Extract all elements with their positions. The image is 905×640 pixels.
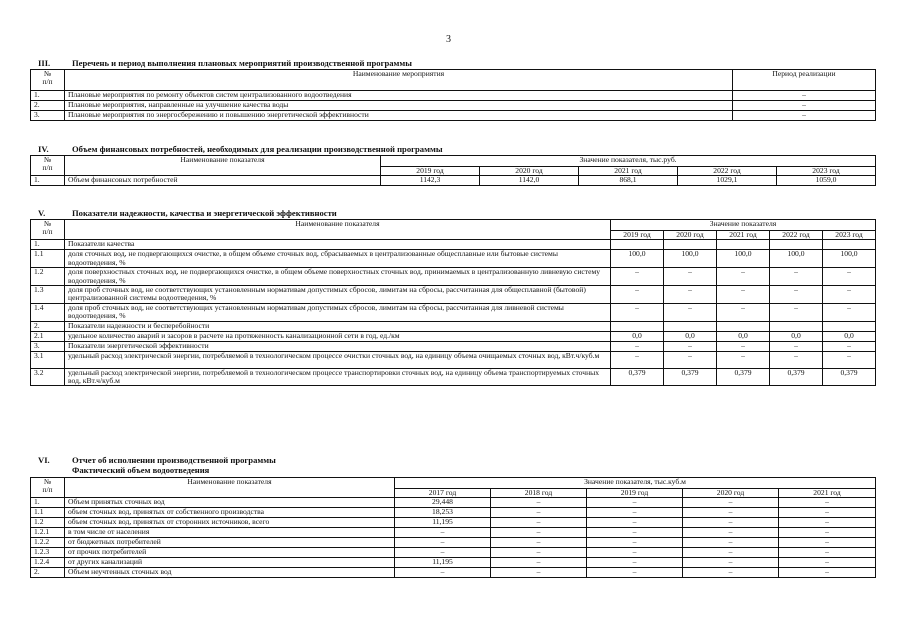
section-5-number: V. [38, 208, 46, 218]
table-row [31, 558, 876, 568]
row-value: – [779, 538, 876, 548]
row-value: – [683, 518, 779, 528]
section-4-heading: Объем финансовых потребностей, необходимых для реализации производственной программы [72, 144, 443, 154]
row-value: – [395, 528, 491, 538]
header-name: Наименование показателя [65, 478, 395, 498]
row-name: объем сточных вод, принятых от собственного производства [65, 508, 395, 518]
row-value [664, 321, 717, 331]
row-value: – [779, 558, 876, 568]
table-row [31, 538, 876, 548]
row-value: – [683, 568, 779, 578]
row-value: – [491, 508, 587, 518]
header-year: 2019 год [587, 489, 683, 498]
row-name: в том числе от населения [65, 528, 395, 538]
row-value: – [683, 528, 779, 538]
row-value: – [395, 548, 491, 558]
row-value: – [683, 508, 779, 518]
header-number: № п/п [31, 220, 65, 240]
row-number: 3.2 [31, 368, 65, 386]
row-value: 0,379 [823, 368, 876, 386]
row-number: 1. [31, 498, 65, 508]
header-year: 2017 год [395, 489, 491, 498]
row-value: – [717, 286, 770, 304]
section-6-subtitle: Фактический объем водоотведения [72, 465, 210, 475]
row-value: – [779, 518, 876, 528]
row-name: от других канализаций [65, 558, 395, 568]
table-row [31, 351, 876, 368]
header-name: Наименование показателя [65, 156, 381, 176]
row-value: – [491, 568, 587, 578]
row-value: – [611, 351, 664, 368]
row-value: 11,195 [395, 558, 491, 568]
row-value: – [770, 268, 823, 286]
header-year: 2019 год [381, 167, 480, 176]
row-value: – [491, 518, 587, 528]
row-value [611, 321, 664, 331]
row-value [611, 240, 664, 250]
table-row [31, 568, 876, 578]
row-value: – [717, 303, 770, 321]
table-row [31, 518, 876, 528]
row-value: – [611, 341, 664, 351]
row-name: Плановые мероприятия по ремонту объектов систем централизованного водоотведения [65, 91, 733, 101]
row-value: 868,1 [579, 176, 678, 186]
header-year: 2021 год [579, 167, 678, 176]
row-value [770, 240, 823, 250]
table-header [31, 156, 876, 167]
row-value: – [683, 538, 779, 548]
row-number: 1.4 [31, 303, 65, 321]
row-value: – [664, 351, 717, 368]
section-5-title [38, 208, 337, 218]
table-row [31, 498, 876, 508]
row-value: 0,379 [717, 368, 770, 386]
row-value: 100,0 [823, 250, 876, 268]
table-row [31, 321, 876, 331]
row-name: Показатели энергетической эффективности [65, 341, 611, 351]
header-year: 2018 год [491, 489, 587, 498]
section-3-table [30, 69, 876, 121]
row-value [664, 240, 717, 250]
row-value [717, 321, 770, 331]
header-year: 2022 год [770, 231, 823, 240]
header-value: Значение показателя, тыс.руб. [381, 156, 876, 167]
row-value: – [587, 508, 683, 518]
section-3-number: III. [38, 58, 51, 68]
table-row [31, 331, 876, 341]
row-value: – [491, 498, 587, 508]
header-period: Период реализации [733, 70, 876, 91]
section-6-heading: Отчет об исполнении производственной программы [72, 455, 276, 465]
row-number: 1.2.1 [31, 528, 65, 538]
row-value: – [611, 303, 664, 321]
table-header [31, 220, 876, 231]
row-number: 3. [31, 341, 65, 351]
row-value: – [779, 568, 876, 578]
table-header [31, 70, 876, 91]
row-value: 100,0 [664, 250, 717, 268]
section-3-heading: Перечень и период выполнения плановых мероприятий производственной программы [72, 58, 412, 68]
row-number: 1.2 [31, 268, 65, 286]
row-name: Объем принятых сточных вод [65, 498, 395, 508]
table-row [31, 548, 876, 558]
row-value: – [395, 538, 491, 548]
row-name: Объем финансовых потребностей [65, 176, 381, 186]
row-number: 3. [31, 111, 65, 121]
table-row [31, 528, 876, 538]
row-value: 1029,1 [678, 176, 777, 186]
row-value: – [491, 548, 587, 558]
row-number: 3.1 [31, 351, 65, 368]
row-value: – [779, 498, 876, 508]
row-value: 1142,3 [381, 176, 480, 186]
table-row [31, 286, 876, 304]
row-number: 1.2.2 [31, 538, 65, 548]
section-4-title [38, 144, 443, 154]
row-value: 100,0 [717, 250, 770, 268]
row-value: – [664, 268, 717, 286]
header-year: 2023 год [777, 167, 876, 176]
row-number: 1.2 [31, 518, 65, 528]
section-4-number: IV. [38, 144, 49, 154]
row-value: – [717, 341, 770, 351]
row-period: – [733, 111, 876, 121]
header-year: 2023 год [823, 231, 876, 240]
header-year: 2022 год [678, 167, 777, 176]
row-number: 1.1 [31, 508, 65, 518]
header-year: 2019 год [611, 231, 664, 240]
row-number: 1. [31, 176, 65, 186]
row-name: от бюджетных потребителей [65, 538, 395, 548]
table-row [31, 240, 876, 250]
table-row [31, 91, 876, 101]
row-value: – [587, 498, 683, 508]
row-value: 1059,0 [777, 176, 876, 186]
table-row [31, 368, 876, 386]
row-value: – [587, 528, 683, 538]
row-value: 0,0 [717, 331, 770, 341]
row-value: – [823, 286, 876, 304]
row-value: – [770, 351, 823, 368]
section-3-title [38, 58, 412, 68]
table-row [31, 303, 876, 321]
row-value: – [491, 558, 587, 568]
row-value: – [717, 351, 770, 368]
header-year: 2021 год [779, 489, 876, 498]
table-row [31, 111, 876, 121]
row-value: – [779, 548, 876, 558]
header-year: 2020 год [480, 167, 579, 176]
row-value: – [611, 268, 664, 286]
row-value: – [664, 286, 717, 304]
row-period: – [733, 101, 876, 111]
row-value: 0,379 [611, 368, 664, 386]
row-value: – [587, 538, 683, 548]
row-value: 11,195 [395, 518, 491, 528]
row-name: удельный расход электрической энергии, потребляемой в технологическом процессе транспортировки сточных вод, на единицу объема транспортируемых сточных вод, кВт.ч/куб.м [65, 368, 611, 386]
row-value: – [823, 341, 876, 351]
row-value [770, 321, 823, 331]
row-name: Плановые мероприятия, направленные на улучшение качества воды [65, 101, 733, 111]
row-number: 2. [31, 321, 65, 331]
row-value: – [664, 341, 717, 351]
header-number: № п/п [31, 156, 65, 176]
row-value: – [717, 268, 770, 286]
row-value: – [587, 568, 683, 578]
row-name: доля проб сточных вод, не соответствующих установленным нормативам допустимых сбросов, лимитам на сбросы, рассчитанная для общесплавной (бытовой) централизованной системы водоотведения, % [65, 286, 611, 304]
header-number: № п/п [31, 70, 65, 91]
row-value: – [683, 548, 779, 558]
table-row [31, 341, 876, 351]
row-number: 1.3 [31, 286, 65, 304]
header-name: Наименование мероприятия [65, 70, 733, 91]
row-number: 1.1 [31, 250, 65, 268]
row-value: 18,253 [395, 508, 491, 518]
row-name: доля сточных вод, не подвергающихся очистке, в общем объеме сточных вод, сбрасываемых в централизованные общесплавные или бытовые системы водоотведения, % [65, 250, 611, 268]
section-5-heading: Показатели надежности, качества и энергетической эффективности [72, 208, 337, 218]
row-value: – [823, 303, 876, 321]
header-number: № п/п [31, 478, 65, 498]
row-name: Показатели надежности и бесперебойности [65, 321, 611, 331]
row-value: 0,0 [664, 331, 717, 341]
row-value: – [823, 268, 876, 286]
table-header [31, 478, 876, 489]
row-number: 1.2.4 [31, 558, 65, 568]
row-value: – [770, 341, 823, 351]
row-name: Плановые мероприятия по энергосбережению и повышению энергетической эффективности [65, 111, 733, 121]
row-value: – [770, 303, 823, 321]
row-period: – [733, 91, 876, 101]
row-name: удельное количество аварий и засоров в расчете на протяженность канализационной сети в год, ед./км [65, 331, 611, 341]
section-6-table [30, 477, 876, 578]
row-value: – [779, 528, 876, 538]
table-row [31, 268, 876, 286]
row-value: – [587, 518, 683, 528]
table-row [31, 250, 876, 268]
table-row [31, 101, 876, 111]
row-value: – [395, 568, 491, 578]
row-value: 1142,0 [480, 176, 579, 186]
section-4-table [30, 155, 876, 186]
table-row [31, 176, 876, 186]
row-name: Показатели качества [65, 240, 611, 250]
row-value: – [823, 351, 876, 368]
row-number: 1. [31, 91, 65, 101]
row-name: объем сточных вод, принятых от сторонних источников, всего [65, 518, 395, 528]
section-6-number: VI. [38, 455, 50, 465]
row-value: – [611, 286, 664, 304]
row-value: – [587, 558, 683, 568]
row-value: 100,0 [611, 250, 664, 268]
header-year: 2021 год [717, 231, 770, 240]
row-name: от прочих потребителей [65, 548, 395, 558]
header-value: Значение показателя [611, 220, 876, 231]
row-value: 29,448 [395, 498, 491, 508]
header-value: Значение показателя, тыс.куб.м [395, 478, 876, 489]
row-number: 1.2.3 [31, 548, 65, 558]
row-value: – [770, 286, 823, 304]
row-value: – [491, 528, 587, 538]
row-name: доля проб сточных вод, не соответствующих установленным нормативам допустимых сбросов, лимитам на сбросы, рассчитанная для ливневой системы водоотведения, % [65, 303, 611, 321]
row-value: 0,379 [664, 368, 717, 386]
row-name: доля поверхностных сточных вод, не подвергающихся очистке, в общем объеме поверхностных сточных вод, принимаемых в централизованную ливневую систему водоотведения, % [65, 268, 611, 286]
row-value: 0,379 [770, 368, 823, 386]
row-value: – [587, 548, 683, 558]
row-value [823, 240, 876, 250]
row-number: 1. [31, 240, 65, 250]
row-value: 0,0 [611, 331, 664, 341]
section-6-title [38, 455, 276, 465]
row-value [717, 240, 770, 250]
row-number: 2.1 [31, 331, 65, 341]
row-value: – [779, 508, 876, 518]
page-number: 3 [446, 34, 451, 45]
section-5-table [30, 219, 876, 386]
table-row [31, 508, 876, 518]
row-name: Объем неучтенных сточных вод [65, 568, 395, 578]
row-value: – [491, 538, 587, 548]
row-value: – [683, 498, 779, 508]
row-value: – [664, 303, 717, 321]
header-name: Наименование показателя [65, 220, 611, 240]
row-value: – [683, 558, 779, 568]
header-year: 2020 год [683, 489, 779, 498]
row-number: 2. [31, 101, 65, 111]
header-year: 2020 год [664, 231, 717, 240]
row-value: 0,0 [770, 331, 823, 341]
row-value: 100,0 [770, 250, 823, 268]
row-number: 2. [31, 568, 65, 578]
row-name: удельный расход электрической энергии, потребляемой в технологическом процессе очистки сточных вод, на единицу объема очищаемых сточных вод, кВт.ч/куб.м [65, 351, 611, 368]
row-value [823, 321, 876, 331]
row-value: 0,0 [823, 331, 876, 341]
